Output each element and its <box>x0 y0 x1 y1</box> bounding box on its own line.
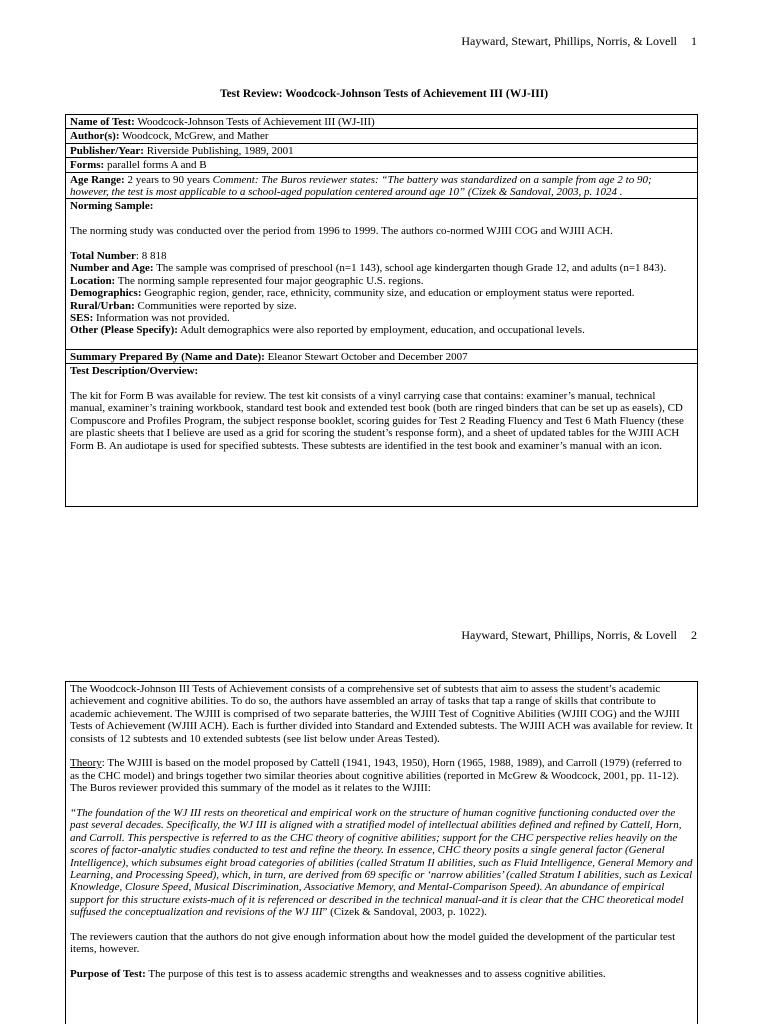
page-number: 1 <box>691 34 697 48</box>
description-continued-box <box>65 681 698 1024</box>
label-name-of-test: Name of Test: <box>70 116 135 128</box>
label-summary-prepared-by: Summary Prepared By (Name and Date): <box>70 350 265 363</box>
label-forms: Forms: <box>70 159 105 172</box>
value-summary-prepared-by: Eleanor Stewart October and December 2007 <box>264 350 468 363</box>
label-authors: Author(s): <box>70 130 120 143</box>
row-norming-sample <box>66 199 697 349</box>
label-number-age: Number and Age: <box>70 262 154 275</box>
row-summary-prepared-by <box>66 350 697 364</box>
value-demographics: Geographic region, gender, race, ethnicity, community size, and education or employment status were reported. <box>141 287 635 300</box>
norming-other <box>70 324 693 336</box>
label-age-range: Age Range: <box>70 173 125 186</box>
row-publisher <box>66 144 697 158</box>
value-age-range: 2 years to 90 years <box>124 173 213 186</box>
buros-quote-paragraph <box>70 807 693 919</box>
page-number: 2 <box>691 628 697 642</box>
reviewers-caution: The reviewers caution that the authors do not give enough information about how the model guided the development of the particular test items, however. <box>70 931 676 956</box>
running-head <box>461 35 697 47</box>
norming-intro: The norming study was conducted over the period from 1996 to 1999. The authors co-normed WJIII COG and WJIII ACH. <box>70 225 613 238</box>
label-norming-sample: Norming Sample: <box>70 200 154 213</box>
purpose-of-test <box>70 968 693 980</box>
running-head-authors: Hayward, Stewart, Phillips, Norris, & Lovell <box>461 34 677 48</box>
value-name-of-test: Woodcock-Johnson Tests of Achievement III (WJ-III) <box>134 116 375 128</box>
row-forms <box>66 158 697 172</box>
label-demographics: Demographics: <box>70 287 142 300</box>
value-location: The norming sample represented four major geographic U.S. regions. <box>115 274 424 287</box>
label-ses: SES: <box>70 312 94 325</box>
norming-number-age <box>70 262 693 274</box>
label-publisher: Publisher/Year: <box>70 144 144 157</box>
buros-citation: ” (Cizek & Sandoval, 2003, p. 1022). <box>322 906 487 919</box>
running-head <box>461 629 697 641</box>
norming-demographics <box>70 287 693 299</box>
value-total-number: : 8 818 <box>135 250 167 263</box>
value-authors: Woodcock, McGrew, and Mather <box>119 130 269 143</box>
theory-paragraph <box>70 757 693 794</box>
label-location: Location: <box>70 274 116 287</box>
label-total-number: Total Number <box>70 250 136 263</box>
value-purpose-of-test: The purpose of this test is to assess academic strengths and weaknesses and to assess cognitive abilities. <box>145 968 606 981</box>
norming-ses <box>70 312 693 324</box>
norming-total <box>70 250 693 262</box>
norming-location <box>70 275 693 287</box>
norming-rural-urban <box>70 300 693 312</box>
value-ses: Information was not provided. <box>93 312 230 325</box>
theory-text: : The WJIII is based on the model proposed by Cattell (1941, 1943, 1950), Horn (1965, 1988, 1989), and Carroll (1979) (referred to as the CHC model) and brings together two similar theories about cognitive abilities (reported in McGrew & Woodcock, 2001, pp. 11-12). The Buros reviewer provided this summary of the model as it relates to the WJIII: <box>70 757 682 795</box>
row-age-range <box>66 173 697 200</box>
test-info-table <box>65 114 698 507</box>
age-range-comment: Comment: The Buros reviewer states: “The battery was standardized on a sample from age 2 to 90; however, the test is most applicable to a school-aged population centered around age 10” (Cizek & Sandoval, 2003, p. 1024 . <box>70 173 652 199</box>
wjiii-intro-paragraph: The Woodcock-Johnson III Tests of Achievement consists of a comprehensive set of subtests that aim to assess the student’s academic achievement and cognitive abilities. To do so, the authors have assembled an array of tasks that tap a range of skills that contribute to academic achievement. The WJIII is comprised of two separate batteries, the WJIII Test of Cognitive Abilities (WJIII COG) and the WJIII Tests of Achievement (WJIII ACH). Each is further divided into Standard and Extended subtests. The WJIII ACH was available for review. It consists of 12 subtests and 10 extended subtests (see list below under Areas Tested). <box>70 683 693 745</box>
test-description-text: The kit for Form B was available for review. The test kit consists of a vinyl carrying case that contains: examiner’s manual, technical manual, examiner’s training workbook, standard test book and extended test book (both are ringed binders that can be set up as easels), CD Compuscore and Profiles Program, the subject response booklet, scoring guides for Test 2 Reading Fluency and Test 6 Math Fluency (these are plastic sheets that I believe are used as a grid for scoring the student’s response form), and a sheet of updated tables for the WJIII ACH Form B. An audiotape is used for specified subtests. These subtests are identified in the test book and examiner’s manual with an icon. <box>70 390 684 452</box>
label-theory: Theory <box>70 757 102 770</box>
buros-quote: “The foundation of the WJ III rests on theoretical and empirical work on the structure of human cognitive functioning conducted over the past several decades. Specifically, the WJ III is aligned with a stratified model of intellectual abilities defined and refined by Cattell, Horn, and Carroll. This perspective is referred to as the CHC theory of cognitive abilities; support for the CHC perspective relies heavily on the scores of factor-analytic studies conducted to test and refine the theory. In essence, CHC theory posits a single general factor (General Intelligence), which subsumes eight broad categories of abilities (called Stratum II abilities, such as Fluid Intelligence, General Memory and Learning, and Processing Speed), which, in turn, are derived from 69 specific or ‘narrow abilities’ (called Stratum I abilities, such as Lexical Knowledge, Closure Speed, Musical Discrimination, Associative Memory, and Mental-Comparison Speed). An abundance of empirical support for this structure exists-much of it is referenced or described in the technical manual-and it is clear that the CHC theoretical model suffused the conceptualization and revisions of the WJ III <box>70 807 693 919</box>
value-number-age: The sample was comprised of preschool (n=1 143), school age kindergarten though Grade 12, and adults (n=1 843). <box>153 262 667 275</box>
row-test-description <box>66 364 697 452</box>
value-other: Adult demographics were also reported by employment, education, and occupational levels. <box>177 324 585 337</box>
value-forms: parallel forms A and B <box>104 159 207 172</box>
row-authors <box>66 129 697 143</box>
value-publisher: Riverside Publishing, 1989, 2001 <box>143 144 294 157</box>
value-rural-urban: Communities were reported by size. <box>134 299 297 312</box>
row-name-of-test <box>66 115 697 129</box>
label-other: Other (Please Specify): <box>70 324 178 337</box>
label-test-description: Test Description/Overview: <box>70 365 199 378</box>
running-head-authors: Hayward, Stewart, Phillips, Norris, & Lovell <box>461 628 677 642</box>
document-title: Test Review: Woodcock-Johnson Tests of Achievement III (WJ-III) <box>219 88 549 100</box>
label-purpose-of-test: Purpose of Test: <box>70 968 146 981</box>
label-rural-urban: Rural/Urban: <box>70 299 135 312</box>
